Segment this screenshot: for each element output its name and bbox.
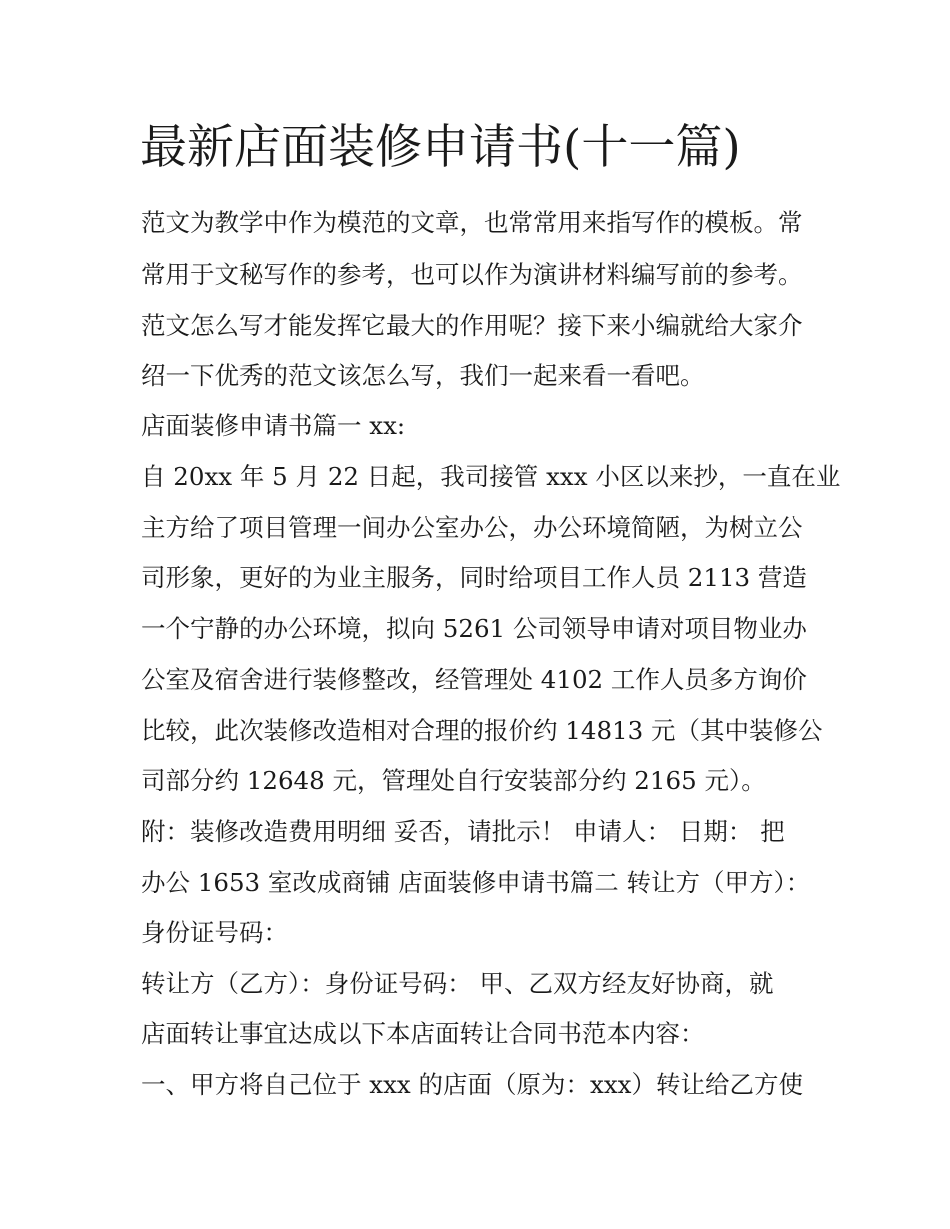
text-line: 主方给了项目管理一间办公室办公，办公环境简陋，为树立公 [141,513,803,542]
text-line: 范文怎么写才能发挥它最大的作用呢？接下来小编就给大家介 [141,311,803,340]
text-line: 绍一下优秀的范文该怎么写，我们一起来看一看吧。 [141,361,705,390]
text-line: 司部分约 12648 元，管理处自行安装部分约 2165 元）。 [141,766,766,795]
text-line: 比较，此次装修改造相对合理的报价约 14813 元（其中装修公 [141,716,823,745]
text-line: 转让方（乙方）：身份证号码： 甲、乙双方经友好协商，就 [141,969,774,998]
text-line: 一、甲方将自己位于 xxx 的店面（原为：xxx）转让给乙方使 [141,1070,803,1099]
text-line: 附：装修改造费用明细 妥否，请批示！ 申请人： 日期： 把 [141,817,785,846]
text-line: 自 20xx 年 5 月 22 日起，我司接管 xxx 小区以来抄，一直在业 [141,462,841,491]
section-heading: 店面装修申请书篇一 xx: [141,411,406,440]
page-title: 最新店面装修申请书(十一篇) [140,120,741,175]
text-line: 司形象，更好的为业主服务，同时给项目工作人员 2113 营造 [141,563,807,592]
text-line: 范文为教学中作为模范的文章，也常常用来指写作的模板。常 [141,208,803,237]
text-line: 办公 1653 室改成商铺 店面装修申请书篇二 转让方（甲方）： [141,868,811,897]
text-line: 一个宁静的办公环境，拟向 5261 公司领导申请对项目物业办 [141,614,807,643]
text-line: 店面转让事宜达成以下本店面转让合同书范本内容： [141,1019,705,1048]
text-line: 公室及宿舍进行装修整改，经管理处 4102 工作人员多方询价 [141,665,807,694]
text-line: 常用于文秘写作的参考，也可以作为演讲材料编写前的参考。 [141,260,803,289]
text-line: 身份证号码： [141,918,288,947]
